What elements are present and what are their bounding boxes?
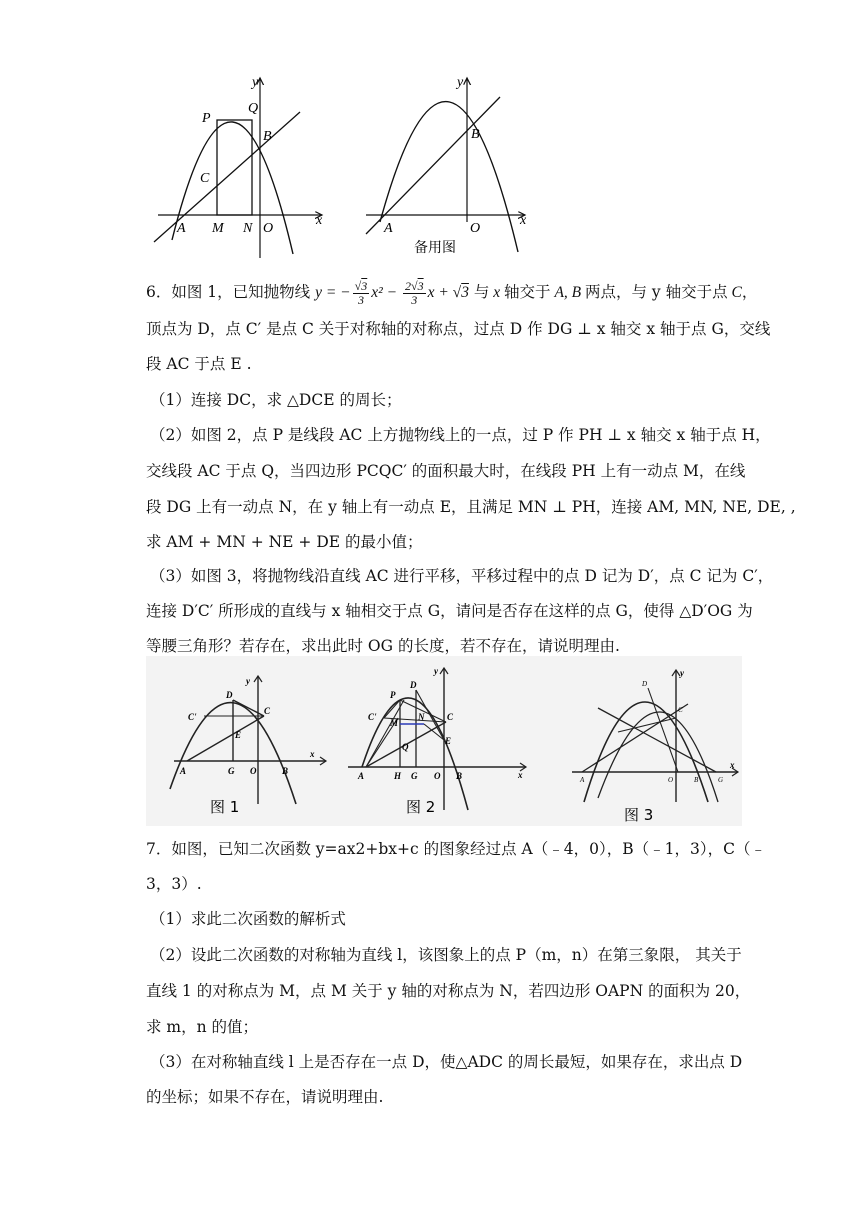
line-pc-prime: [384, 700, 400, 718]
label-n: N: [243, 221, 253, 236]
q6-part-1: （1）连接 DC，求 △DCE 的周长；: [150, 391, 402, 409]
q6-line-1: 6．如图 1，已知抛物线 y = − $\frac{√3}{3}$ x² − $\frac{2√3}{3}$ x + √3 与 x 轴交于 A, B 两点，与 y 轴交于点 C，: [146, 279, 758, 307]
line-ab: [366, 97, 500, 234]
label-q: Q: [248, 101, 259, 116]
label-o: O: [470, 221, 481, 236]
label-g: G: [228, 766, 235, 776]
label-a: A: [580, 776, 585, 784]
line-d-prime-c-prime: [598, 708, 716, 772]
q7-part-2-line-2: 直线 1 的对称点为 M，点 M 关于 y 轴的对称点为 N，若四边形 OAPN 的面积为 20，: [146, 982, 751, 1000]
figure-caption: 图 2: [406, 798, 436, 816]
label-a: A: [177, 221, 186, 236]
label-y: y: [434, 666, 438, 676]
label-h: H: [394, 771, 402, 781]
label-x: x: [316, 213, 323, 228]
q6-part-3-line-3: 等腰三角形？若存在，求出此时 OG 的长度，若不存在，请说明理由.: [146, 637, 620, 655]
rectangle-pmnq: [217, 120, 252, 215]
label-e: E: [445, 736, 452, 746]
line-ab: [154, 112, 300, 242]
label-n: N: [418, 712, 425, 722]
q6-part-2-line-3: 段 DG 上有一动点 N，在 y 轴上有一动点 E，且满足 MN ⊥ PH，连接 AM, MN, NE, DE, ,: [146, 498, 796, 516]
label-y: y: [246, 676, 250, 686]
line-ac: [187, 716, 264, 761]
q6-part-2-line-4: 求 AM + MN + NE + DE 的最小值；: [146, 533, 423, 551]
label-c-prime: C': [188, 712, 197, 722]
label-g: G: [718, 776, 724, 784]
top-figure-right: [360, 72, 540, 262]
label-a: A: [180, 766, 187, 776]
label-y: y: [457, 75, 464, 90]
label-x: x: [310, 749, 315, 759]
figure-caption: 备用图: [414, 240, 456, 256]
label-p: P: [202, 111, 211, 126]
line-dc: [233, 700, 264, 716]
figure-3: [558, 662, 742, 826]
q7-line-1: 7．如图，已知二次函数 y=ax2+bx+c 的图象经过点 A（﹣4，0），B（﹣1，3），C（﹣: [146, 840, 766, 858]
label-o: O: [668, 776, 674, 784]
q7-part-2-line-1: （2）设此二次函数的对称轴为直线 l，该图象上的点 P（m，n）在第三象限， 其关于: [150, 946, 742, 964]
label-b: B: [694, 776, 699, 784]
label-d: D: [642, 680, 648, 688]
label-x: x: [730, 760, 735, 770]
label-d: D: [410, 680, 417, 690]
line-dc-extended: [648, 688, 678, 772]
label-c: C: [264, 706, 271, 716]
label-o: O: [250, 766, 257, 776]
label-c: C: [447, 712, 454, 722]
q6-line-2: 顶点为 D，点 C′ 是点 C 关于对称轴的对称点，过点 D 作 DG ⊥ x 轴交 x 轴于点 G，交线: [146, 320, 771, 338]
figure-2: [344, 660, 534, 824]
label-g: G: [411, 771, 418, 781]
label-a: A: [384, 221, 393, 236]
q6-part-3-line-2: 连接 D′C′ 所形成的直线与 x 轴相交于点 G，请问是否存在这样的点 G，使得 △D′OG 为: [146, 602, 753, 620]
label-o: O: [263, 221, 274, 236]
figure-caption: 图 3: [624, 806, 654, 824]
label-b: B: [282, 766, 289, 776]
q7-part-3-line-1: （3）在对称轴直线 l 上是否存在一点 D，使△ADC 的周长最短，如果存在，求出点 D: [150, 1053, 743, 1071]
figure-1: [154, 664, 334, 824]
figure-panel: [146, 656, 742, 826]
label-m: M: [390, 718, 399, 728]
label-x: x: [518, 770, 523, 780]
label-y: y: [252, 75, 259, 90]
q7-part-1: （1）求此二次函数的解析式: [150, 910, 346, 928]
label-q: Q: [402, 742, 409, 752]
q6-part-2-line-1: （2）如图 2，点 P 是线段 AC 上方抛物线上的一点，过 P 作 PH ⊥ x 轴交 x 轴于点 H，: [150, 426, 771, 444]
label-c-prime: C': [368, 712, 377, 722]
q7-part-3-line-2: 的坐标；如果不存在，请说明理由.: [146, 1088, 384, 1106]
q7-line-2: 3，3）.: [146, 875, 202, 893]
label-c: C: [678, 706, 683, 714]
label-y: y: [680, 668, 684, 678]
label-b: B: [456, 771, 463, 781]
q6-part-2-line-2: 交线段 AC 于点 Q，当四边形 PCQC′ 的面积最大时，在线段 PH 上有一动点 M，在线: [146, 462, 746, 480]
label-c: C: [200, 171, 210, 186]
label-o: O: [434, 771, 441, 781]
parabola-curve: [172, 122, 293, 254]
label-a: A: [358, 771, 365, 781]
label-p: P: [390, 690, 396, 700]
figure-caption: 图 1: [210, 798, 240, 816]
label-b: B: [471, 127, 480, 142]
label-m: M: [212, 221, 224, 236]
parabola-equation: y = − $\frac{√3}{3}$ x² − $\frac{2√3}{3}$ x + √3: [315, 279, 469, 307]
top-figure-left: [150, 72, 335, 262]
line-ac: [582, 704, 688, 772]
q7-part-2-line-3: 求 m，n 的值；: [146, 1018, 259, 1036]
q6-line-3: 段 AC 于点 E .: [146, 355, 252, 373]
label-e: E: [235, 730, 242, 740]
label-d: D: [226, 690, 233, 700]
q6-part-3-line-1: （3）如图 3，将抛物线沿直线 AC 进行平移，平移过程中的点 D 记为 D′，点 C 记为 C′，: [150, 567, 774, 585]
label-b: B: [263, 129, 272, 144]
label-x: x: [520, 213, 527, 228]
parabola-curve: [380, 102, 518, 252]
